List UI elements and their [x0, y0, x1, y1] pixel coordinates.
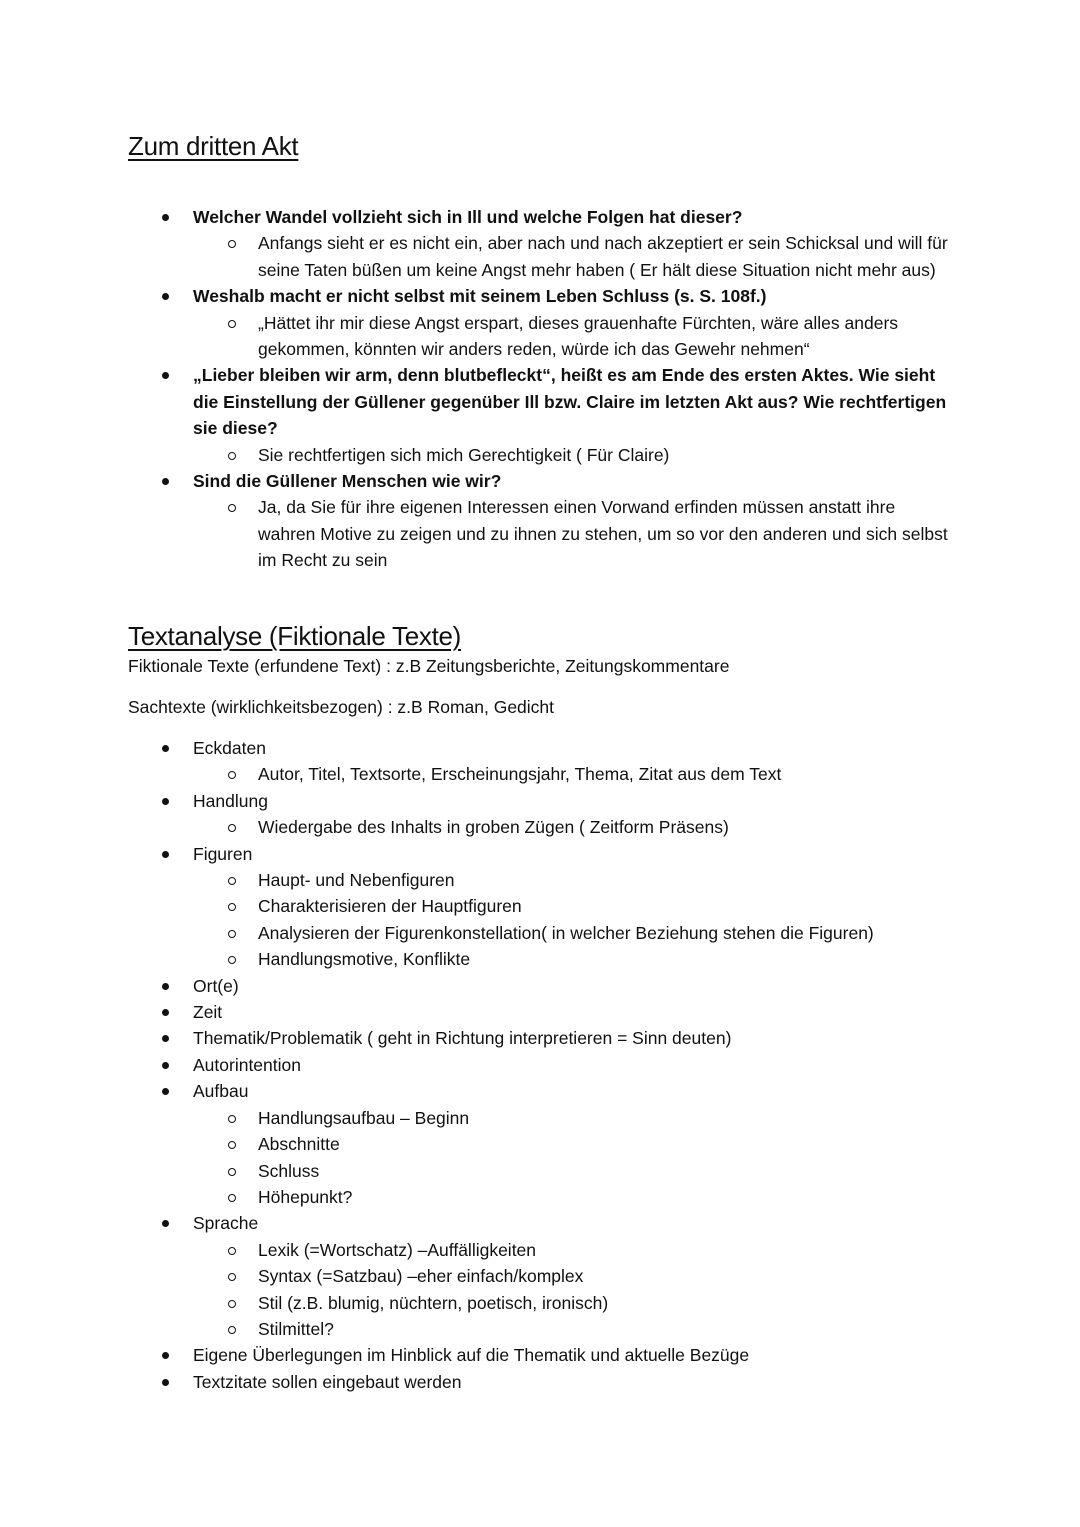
sub-list-item-text: Lexik (=Wortschatz) –Auffälligkeiten — [258, 1239, 537, 1260]
list-item — [0, 973, 953, 999]
sub-list-item — [193, 814, 958, 840]
list-item — [0, 1025, 953, 1051]
section-title-dritter-akt: Zum dritten Akt — [128, 131, 299, 161]
list-item-label: Eckdaten — [193, 738, 266, 758]
sub-list — [193, 1105, 953, 1211]
list-item-label: Weshalb macht er nicht selbst mit seinem Leben Schluss (s. S. 108f.) — [193, 286, 767, 307]
analysis-list — [0, 735, 1080, 1395]
sub-list-item-text: Haupt- und Nebenfiguren — [258, 870, 455, 891]
circle-bullet-icon — [228, 1115, 236, 1123]
list-item-label: Welcher Wandel vollzieht sich in Ill und welche Folgen hat dieser? — [193, 207, 743, 227]
sub-list-item — [193, 1237, 958, 1263]
bullet-icon — [162, 214, 169, 221]
bullet-icon — [162, 372, 169, 379]
list-item — [0, 204, 953, 283]
circle-bullet-icon — [228, 504, 236, 512]
sub-list — [193, 230, 953, 283]
bullet-icon — [162, 1062, 169, 1069]
list-item-label: Figuren — [193, 843, 253, 864]
bullet-icon — [162, 1088, 169, 1095]
definition-sachtexte: Sachtexte (wirklichkeitsbezogen) : z.B Roman, Gedicht — [128, 697, 555, 717]
sub-list-item — [193, 893, 958, 919]
sub-list — [193, 494, 953, 573]
circle-bullet-icon — [228, 1194, 236, 1202]
circle-bullet-icon — [228, 320, 236, 328]
sub-list-item — [193, 1158, 958, 1184]
list-item — [0, 1342, 953, 1368]
sub-list — [193, 442, 953, 468]
circle-bullet-icon — [228, 1326, 236, 1334]
sub-list-item — [193, 1316, 958, 1342]
circle-bullet-icon — [228, 1168, 236, 1176]
sub-list-item-text: Schluss — [258, 1160, 320, 1181]
bullet-icon — [162, 983, 169, 990]
list-item — [0, 1052, 953, 1078]
sub-list-item — [193, 946, 958, 972]
sub-list — [193, 867, 953, 973]
list-item-label: Sprache — [193, 1213, 259, 1234]
bullet-icon — [162, 1220, 169, 1227]
list-item-label: „Lieber bleiben wir arm, denn blutbefleckt“, heißt es am Ende des ersten Aktes. Wie sieht die Einstellung der Güllener gegenüber Ill bzw. Claire im letzten Akt aus? Wie rechtfertigen sie diese? — [193, 365, 947, 439]
list-item-label: Ort(e) — [193, 975, 239, 996]
circle-bullet-icon — [228, 452, 236, 460]
circle-bullet-icon — [228, 1141, 236, 1149]
sub-list — [193, 814, 953, 840]
list-item — [0, 999, 953, 1025]
bullet-icon — [162, 851, 169, 858]
circle-bullet-icon — [228, 1247, 236, 1255]
sub-list-item-text: Syntax (=Satzbau) –eher einfach/komplex — [258, 1266, 584, 1287]
list-item-label: Handlung — [193, 790, 268, 811]
sub-list-item-text: „Hättet ihr mir diese Angst erspart, dieses grauenhafte Fürchten, wäre alles anders gekommen, könnten wir anders reden, würde ich das Gewehr nehmen“ — [258, 312, 899, 360]
circle-bullet-icon — [228, 930, 236, 938]
sub-list-item-text: Ja, da Sie für ihre eigenen Interessen einen Vorwand erfinden müssen anstatt ihre wahren Motive zu zeigen und zu ihnen zu stehen, um so vor den anderen und sich selbst im Recht zu sein — [258, 497, 948, 571]
list-item-label: Sind die Güllener Menschen wie wir? — [193, 471, 502, 492]
list-item-label: Aufbau — [193, 1081, 249, 1102]
sub-list-item — [193, 1184, 958, 1210]
circle-bullet-icon — [228, 877, 236, 885]
sub-list — [193, 1237, 953, 1343]
bullet-icon — [162, 293, 169, 300]
sub-list — [193, 761, 953, 787]
list-item-label: Textzitate sollen eingebaut werden — [193, 1371, 462, 1392]
bullet-icon — [162, 745, 169, 752]
circle-bullet-icon — [228, 240, 236, 248]
section-title-textanalyse: Textanalyse (Fiktionale Texte) — [128, 621, 462, 651]
circle-bullet-icon — [228, 903, 236, 911]
circle-bullet-icon — [228, 956, 236, 964]
sub-list-item-text: Abschnitte — [258, 1134, 340, 1155]
bullet-icon — [162, 1352, 169, 1359]
sub-list-item — [193, 310, 948, 363]
sub-list-item-text: Autor, Titel, Textsorte, Erscheinungsjahr, Thema, Zitat aus dem Text — [258, 764, 782, 785]
bullet-icon — [162, 1379, 169, 1386]
definition-fiktionale-texte: Fiktionale Texte (erfundene Text) : z.B Zeitungsberichte, Zeitungskommentare — [128, 656, 730, 676]
circle-bullet-icon — [228, 1300, 236, 1308]
list-item — [0, 841, 953, 973]
sub-list-item-text: Anfangs sieht er es nicht ein, aber nach und nach akzeptiert er sein Schicksal und will für seine Taten büßen um keine Angst mehr haben ( Er hält diese Situation nicht mehr aus) — [258, 233, 948, 280]
sub-list-item-text: Stil (z.B. blumig, nüchtern, poetisch, ironisch) — [258, 1292, 609, 1313]
bullet-icon — [162, 798, 169, 805]
circle-bullet-icon — [228, 1273, 236, 1281]
circle-bullet-icon — [228, 771, 236, 779]
sub-list-item-text: Höhepunkt? — [258, 1186, 353, 1207]
question-list — [0, 204, 1080, 574]
sub-list-item — [193, 867, 958, 893]
sub-list-item — [193, 1105, 958, 1131]
list-item-label: Thematik/Problematik ( geht in Richtung interpretieren = Sinn deuten) — [193, 1028, 732, 1049]
list-item — [0, 362, 953, 468]
list-item — [0, 735, 953, 788]
sub-list-item — [193, 920, 958, 946]
sub-list-item — [193, 442, 948, 468]
sub-list-item-text: Sie rechtfertigen sich mich Gerechtigkeit ( Für Claire) — [258, 444, 670, 465]
sub-list-item — [193, 1290, 958, 1316]
circle-bullet-icon — [228, 824, 236, 832]
list-item — [0, 788, 953, 841]
sub-list-item-text: Wiedergabe des Inhalts in groben Zügen ( Zeitform Präsens) — [258, 817, 729, 838]
list-item — [0, 1078, 953, 1210]
sub-list-item — [193, 761, 958, 787]
sub-list-item — [193, 1263, 958, 1289]
list-item — [0, 283, 953, 362]
list-item — [0, 468, 953, 574]
sub-list-item-text: Charakterisieren der Hauptfiguren — [258, 896, 522, 917]
bullet-icon — [162, 478, 169, 485]
sub-list-item-text: Stilmittel? — [258, 1318, 334, 1339]
sub-list-item-text: Handlungsaufbau – Beginn — [258, 1107, 470, 1128]
list-item-label: Eigene Überlegungen im Hinblick auf die Thematik und aktuelle Bezüge — [193, 1345, 750, 1366]
sub-list-item — [193, 1131, 958, 1157]
sub-list-item-text: Analysieren der Figurenkonstellation( in welcher Beziehung stehen die Figuren) — [258, 922, 874, 943]
sub-list-item — [193, 230, 948, 283]
bullet-icon — [162, 1035, 169, 1042]
sub-list-item-text: Handlungsmotive, Konflikte — [258, 949, 471, 970]
list-item-label: Zeit — [193, 1002, 223, 1023]
list-item-label: Autorintention — [193, 1054, 301, 1075]
sub-list-item — [193, 494, 948, 573]
bullet-icon — [162, 1009, 169, 1016]
list-item — [0, 1210, 953, 1342]
sub-list — [193, 310, 953, 363]
list-item — [0, 1369, 953, 1395]
